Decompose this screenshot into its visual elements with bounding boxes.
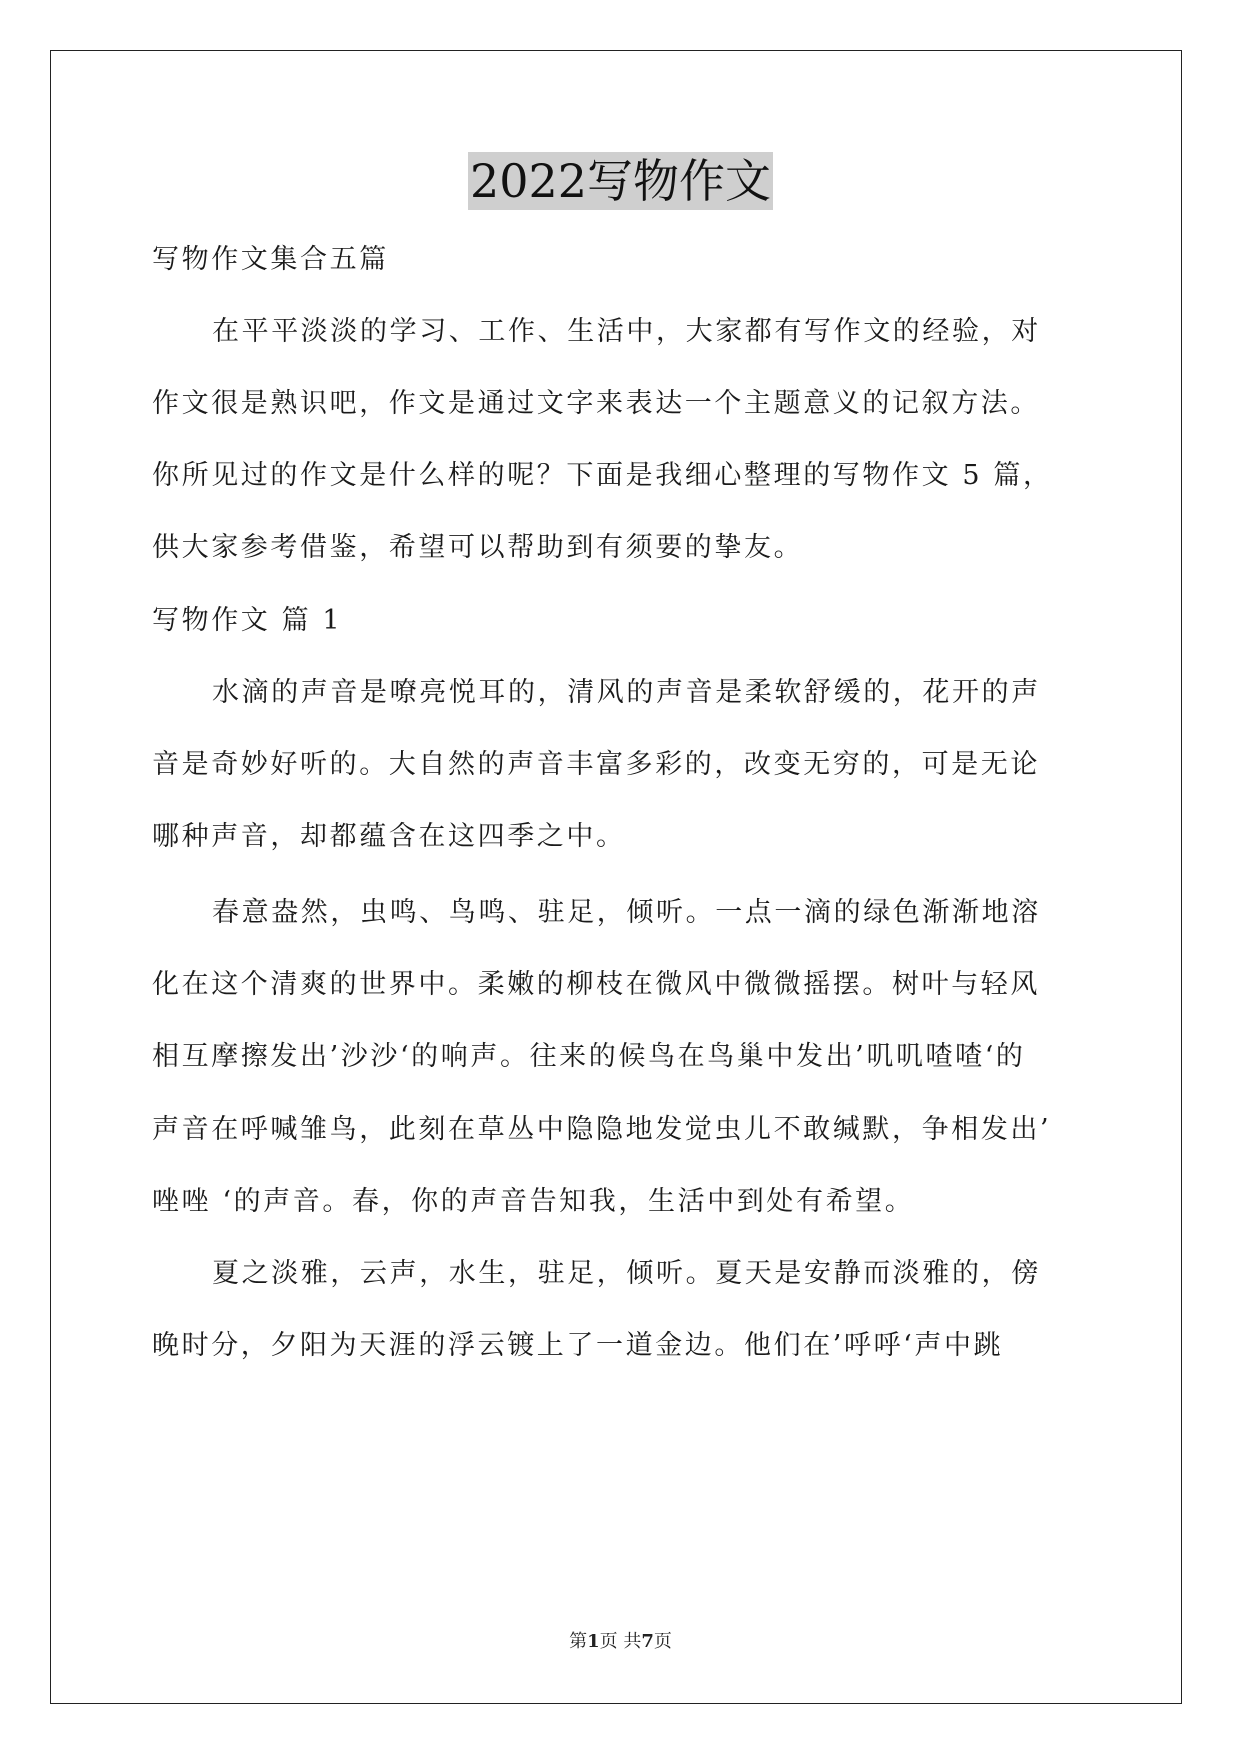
section-heading: 写物作文 篇 1	[152, 605, 343, 636]
page-footer	[0, 1630, 1241, 1654]
paragraph-line: 晚时分，夕阳为天涯的浮云镀上了一道金边。他们在’呼呼‘声中跳	[152, 1330, 1004, 1361]
paragraph-line: 化在这个清爽的世界中。柔嫩的柳枝在微风中微微摇摆。树叶与轻风	[152, 969, 1040, 1000]
intro-line: 你所见过的作文是什么样的呢？下面是我细心整理的写物作文 5 篇，	[152, 460, 1053, 491]
current-page-number: 1	[587, 1631, 600, 1652]
title-container	[0, 152, 1241, 210]
paragraph-line: 哪种声音，却都蕴含在这四季之中。	[152, 821, 626, 852]
paragraph-line: 声音在呼喊雏鸟，此刻在草丛中隐隐地发觉虫儿不敢缄默，争相发出’	[152, 1114, 1052, 1145]
paragraph-line: 唑唑 ‘的声音。春，你的声音告知我，生活中到处有希望。	[152, 1186, 915, 1217]
footer-prefix: 第	[569, 1631, 588, 1652]
paragraph-line: 水滴的声音是嘹亮悦耳的，清风的声音是柔软舒缓的，花开的声	[212, 677, 1041, 708]
paragraph-line: 相互摩擦发出’沙沙‘的响声。往来的候鸟在鸟巢中发出’叽叽喳喳‘的	[152, 1041, 1026, 1072]
paragraph-line: 夏之淡雅，云声，水生，驻足，倾听。夏天是安静而淡雅的，傍	[212, 1258, 1041, 1289]
footer-mid: 页 共	[599, 1631, 642, 1652]
intro-line: 供大家参考借鉴，希望可以帮助到有须要的挚友。	[152, 532, 804, 563]
page-border	[50, 50, 1182, 1704]
document-subtitle: 写物作文集合五篇	[152, 244, 389, 275]
paragraph-line: 音是奇妙好听的。大自然的声音丰富多彩的，改变无穷的，可是无论	[152, 749, 1040, 780]
paragraph-line: 春意盎然，虫鸣、鸟鸣、驻足，倾听。一点一滴的绿色渐渐地溶	[212, 897, 1041, 928]
footer-suffix: 页	[653, 1631, 672, 1652]
intro-line: 在平平淡淡的学习、工作、生活中，大家都有写作文的经验，对	[212, 316, 1041, 347]
intro-line: 作文很是熟识吧，作文是通过文字来表达一个主题意义的记叙方法。	[152, 388, 1040, 419]
document-title: 2022写物作文	[469, 154, 772, 208]
total-page-number: 7	[641, 1631, 654, 1652]
